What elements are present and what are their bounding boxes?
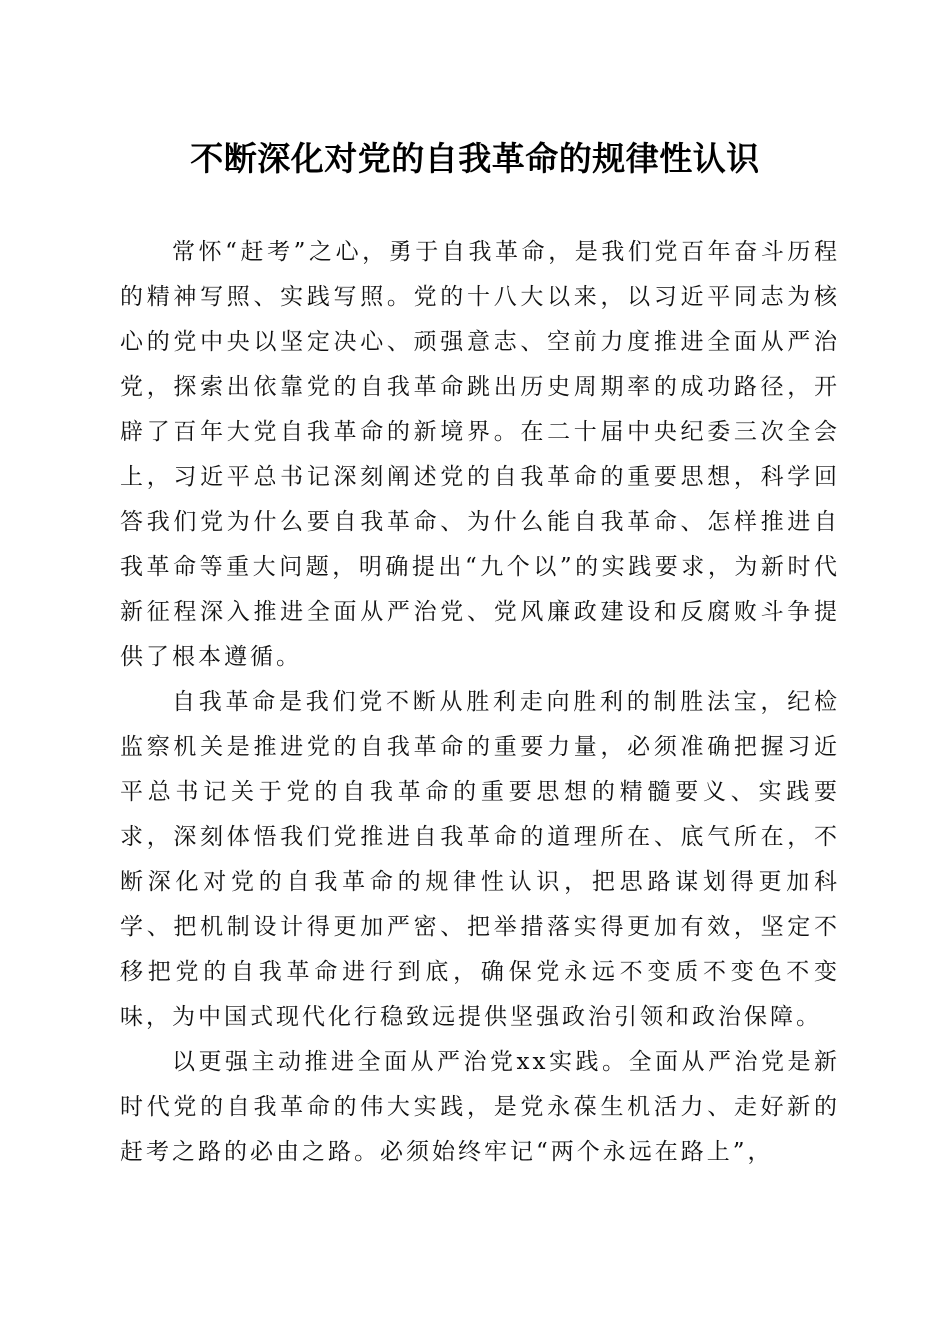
paragraph-2: 自我革命是我们党不断从胜利走向胜利的制胜法宝，纪检监察机关是推进党的自我革命的重要力量，必须准确把握习近平总书记关于党的自我革命的重要思想的精髓要义、实践要求，深刻体悟我们党推进自我革命的道理所在、底气所在，不断深化对党的自我革命的规律性认识，把思路谋划得更加科学、把机制设计得更加严密、把举措落实得更加有效，坚定不移把党的自我革命进行到底，确保党永远不变质不变色不变味，为中国式现代化行稳致远提供坚强政治引领和政治保障。 (120, 689, 840, 1030)
document-title: 不断深化对党的自我革命的规律性认识 (190, 139, 760, 178)
paragraph-1: 常怀“赶考”之心，勇于自我革命，是我们党百年奋斗历程的精神写照、实践写照。党的十八大以来，以习近平同志为核心的党中央以坚定决心、顽强意志、空前力度推进全面从严治党，探索出依靠党的自我革命跳出历史周期率的成功路径，开辟了百年大党自我革命的新境界。在二十届中央纪委三次全会上，习近平总书记深刻阐述党的自我革命的重要思想，科学回答我们党为什么要自我革命、为什么能自我革命、怎样推进自我革命等重大问题，明确提出“九个以”的实践要求，为新时代新征程深入推进全面从严治党、党风廉政建设和反腐败斗争提供了根本遵循。 (120, 239, 840, 670)
paragraph-3: 以更强主动推进全面从严治党xx实践。全面从严治党是新时代党的自我革命的伟大实践，是党永葆生机活力、走好新的赶考之路的必由之路。必须始终牢记“两个永远在路上”， (120, 1049, 840, 1165)
document-body (120, 230, 840, 1175)
